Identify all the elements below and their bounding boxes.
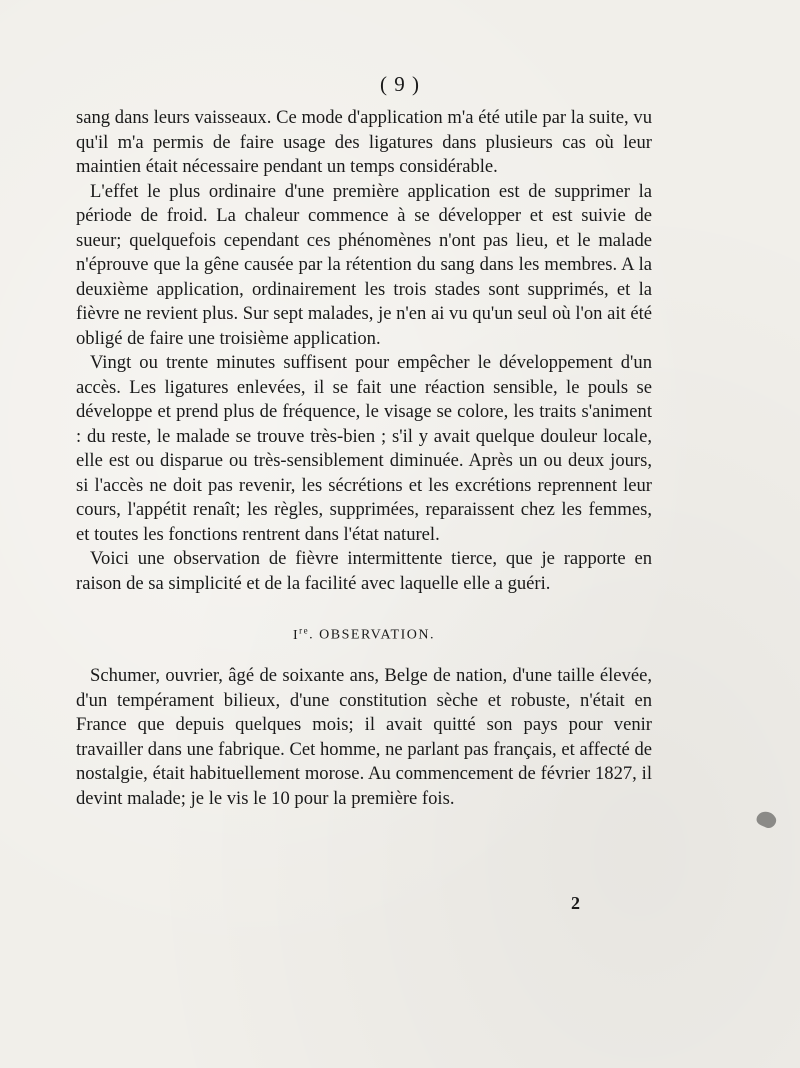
heading-numeral: Ire xyxy=(293,625,310,643)
ink-smudge-icon xyxy=(752,805,782,835)
signature-mark: 2 xyxy=(571,893,580,913)
heading-title: . OBSERVATION. xyxy=(309,627,435,643)
paragraph-4: Voici une observation de fièvre intermittente tierce, que je rapporte en raison de sa simplicité et de la facilité avec laquelle elle a guéri. xyxy=(76,548,652,594)
paragraph-5: Schumer, ouvrier, âgé de soixante ans, Belge de nation, d'une taille élevée, d'un tempérament bilieux, d'une constitution sèche et robuste, n'était en France que depuis quelques mois; il avait quitté son pays pour venir travailler dans une fabrique. Cet homme, ne parlant pas français, et affecté de nostalgie, était habituellement morose. Au commencement de février 1827, il devint malade; je le vis le 10 pour la première fois. xyxy=(76,665,652,809)
paragraph-3: Vingt ou trente minutes suffisent pour empêcher le développement d'un accès. Les ligatures enlevées, il se fait une réaction sensible, le pouls se développe et prend plus de fréquence, le visage se colore, les traits s'animent : du reste, le malade se trouve très-bien ; s'il y avait quelque douleur locale, elle est ou disparue ou très-sensiblement diminuée. Après un ou deux jours, si l'accès ne doit pas revenir, les sécrétions et les excrétions reprennent leur cours, l'appétit renaît; les règles, supprimées, reparaissent chez les femmes, et toutes les fonctions rentrent dans l'état naturel. xyxy=(76,352,652,545)
page-number: ( 9 ) xyxy=(380,72,420,96)
body-text xyxy=(76,106,652,811)
paragraph-2: L'effet le plus ordinaire d'une première application est de supprimer la période de froid. La chaleur commence à se développer et est suivie de sueur; quelquefois cependant ces phénomènes n'ont pas lieu, et le malade n'éprouve que la gêne causée par la rétention du sang dans les membres. A la deuxième application, ordinairement les trois stades sont supprimés, et la fièvre ne revient plus. Sur sept malades, je n'en ai vu qu'un seul où l'on ait été obligé de faire une troisième application. xyxy=(76,180,652,349)
heading-superscript: re xyxy=(299,625,310,635)
paragraph-1: sang dans leurs vaisseaux. Ce mode d'application m'a été utile par la suite, vu qu'il m'a permis de faire usage des ligatures dans plusieurs cas où leur maintien était nécessaire pendant un temps considérable. xyxy=(76,107,652,177)
section-heading xyxy=(76,618,652,648)
